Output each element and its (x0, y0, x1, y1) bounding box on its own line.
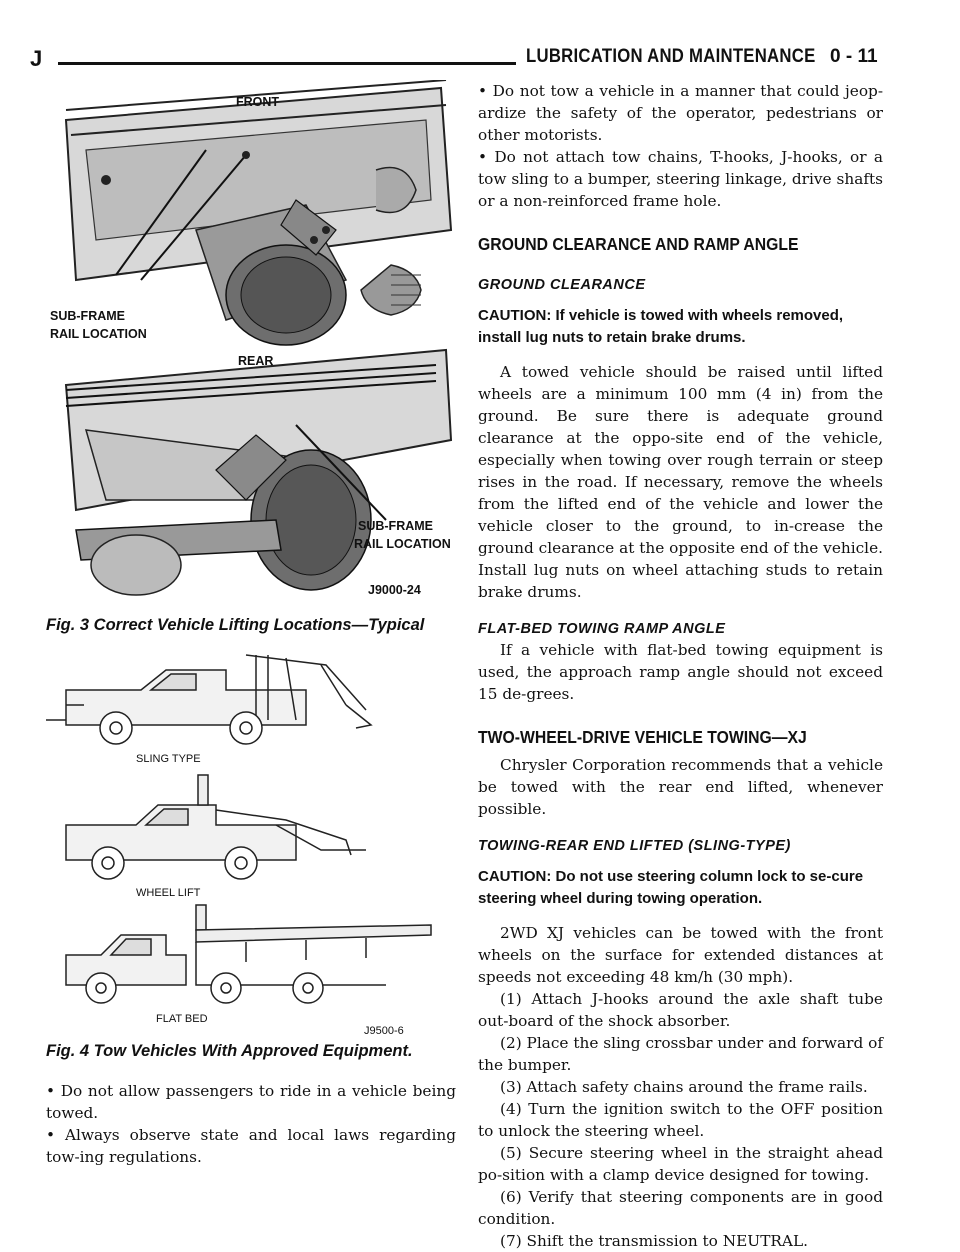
section-letter: J (30, 46, 43, 71)
figure-3-illustration (46, 80, 456, 605)
sling-type-label: SLING TYPE (136, 753, 201, 765)
procedure-step: (7) Shift the transmission to NEUTRAL. (500, 1232, 808, 1250)
sling-type-truck (46, 655, 371, 744)
bullet-item: • Do not attach tow chains, T-hooks, J-hooks, or a tow sling to a bumper, steering linkage, drive shafts or a non-reinforced frame hole. (478, 148, 884, 210)
front-label: FRONT (236, 95, 280, 109)
subframe-front-label-2: RAIL LOCATION (50, 327, 147, 341)
caution-steering-lock: CAUTION: Do not use steering column lock to se-cure steering wheel during towing operation. (478, 868, 864, 907)
bullet-text: Do not tow a vehicle in a manner that could jeop-ardize the safety of the operator, pedestrians or other motorists. (478, 82, 883, 144)
rear-underbody-drawing (66, 350, 451, 597)
procedure-steps (478, 988, 883, 1252)
wheel-lift-label: WHEEL LIFT (136, 887, 201, 899)
procedure-step: (3) Attach safety chains around the frame rails. (500, 1078, 868, 1096)
page-header (30, 44, 930, 74)
ground-clearance-subheading: GROUND CLEARANCE (478, 277, 646, 293)
bullet-text: Do not attach tow chains, T-hooks, J-hooks, or a tow sling to a bumper, steering linkage, drive shafts or a non-reinforced frame hole. (478, 148, 884, 210)
left-bullet-list (46, 1080, 456, 1168)
bullet-text: Always observe state and local laws regarding tow-ing regulations. (46, 1126, 456, 1166)
ground-clearance-heading: GROUND CLEARANCE AND RAMP ANGLE (478, 234, 799, 254)
flat-bed-ramp-body: If a vehicle with flat-bed towing equipment is used, the approach ramp angle should not exceed 15 de-grees. (478, 641, 883, 703)
lifting-locations-drawing (46, 80, 456, 605)
bullet-text: Do not allow passengers to ride in a vehicle being towed. (46, 1082, 456, 1122)
flat-bed-label: FLAT BED (156, 1013, 208, 1025)
bullet-item: • Always observe state and local laws regarding tow-ing regulations. (46, 1126, 456, 1166)
two-wheel-drive-body: 2WD XJ vehicles can be towed with the front wheels on the surface for extended distances at speeds not exceeding 48 km/h (30 mph). (478, 924, 883, 986)
header-rule (58, 62, 516, 65)
subframe-rear-label-1: SUB-FRAME (358, 519, 433, 533)
front-underbody-drawing (46, 80, 456, 348)
procedure-step: (4) Turn the ignition switch to the OFF position to unlock the steering wheel. (478, 1100, 883, 1140)
caution-lug-nuts: CAUTION: If vehicle is towed with wheels removed, install lug nuts to retain brake drums. (478, 307, 844, 346)
procedure-step: (1) Attach J-hooks around the axle shaft tube out-board of the shock absorber. (478, 990, 883, 1030)
two-wheel-drive-intro: Chrysler Corporation recommends that a vehicle be towed with the rear end lifted, whenever possible. (478, 756, 883, 818)
figure-4-caption: Fig. 4 Tow Vehicles With Approved Equipment. (46, 1042, 413, 1060)
two-wheel-drive-heading: TWO-WHEEL-DRIVE VEHICLE TOWING—XJ (478, 727, 807, 747)
page-number: 0 - 11 (830, 46, 878, 67)
flat-bed-ramp-subheading: FLAT-BED TOWING RAMP ANGLE (478, 621, 726, 637)
section-title: LUBRICATION AND MAINTENANCE (526, 46, 816, 67)
wheel-lift-truck (66, 775, 366, 879)
figure-4-code: J9500-6 (364, 1025, 404, 1037)
rear-end-lifted-subheading: TOWING-REAR END LIFTED (SLING-TYPE) (478, 838, 791, 854)
figure-4-illustration (46, 650, 456, 1040)
tow-vehicles-drawing (46, 650, 456, 1040)
procedure-step: (2) Place the sling crossbar under and forward of the bumper. (478, 1034, 883, 1074)
ground-clearance-body: A towed vehicle should be raised until lifted wheels are a minimum 100 mm (4 in) from the ground. Be sure there is adequate ground clearance at the oppo-site end of the vehicle, especially when towing over rough terrain or steep rises in the road. If necessary, remove the wheels from the lifted end of the vehicle and lower the vehicle closer to the ground, to in-crease the ground clearance at the opposite end of the vehicle. Install lug nuts on wheel attaching studs to retain brake drums. (478, 363, 883, 601)
bullet-item: • Do not tow a vehicle in a manner that could jeop-ardize the safety of the operator, pedestrians or other motorists. (478, 82, 883, 144)
figure-3-caption: Fig. 3 Correct Vehicle Lifting Locations—Typical (46, 616, 425, 634)
flat-bed-truck (66, 905, 431, 1003)
subframe-rear-label-2: RAIL LOCATION (354, 537, 451, 551)
figure-3-code: J9000-24 (368, 583, 421, 597)
right-column (478, 80, 883, 1252)
rear-label: REAR (238, 354, 274, 368)
subframe-front-label-1: SUB-FRAME (50, 309, 125, 323)
procedure-step: (6) Verify that steering components are in good condition. (478, 1188, 883, 1228)
bullet-item: • Do not allow passengers to ride in a vehicle being towed. (46, 1082, 456, 1122)
procedure-step: (5) Secure steering wheel in the straight ahead po-sition with a clamp device designed for towing. (478, 1144, 883, 1184)
